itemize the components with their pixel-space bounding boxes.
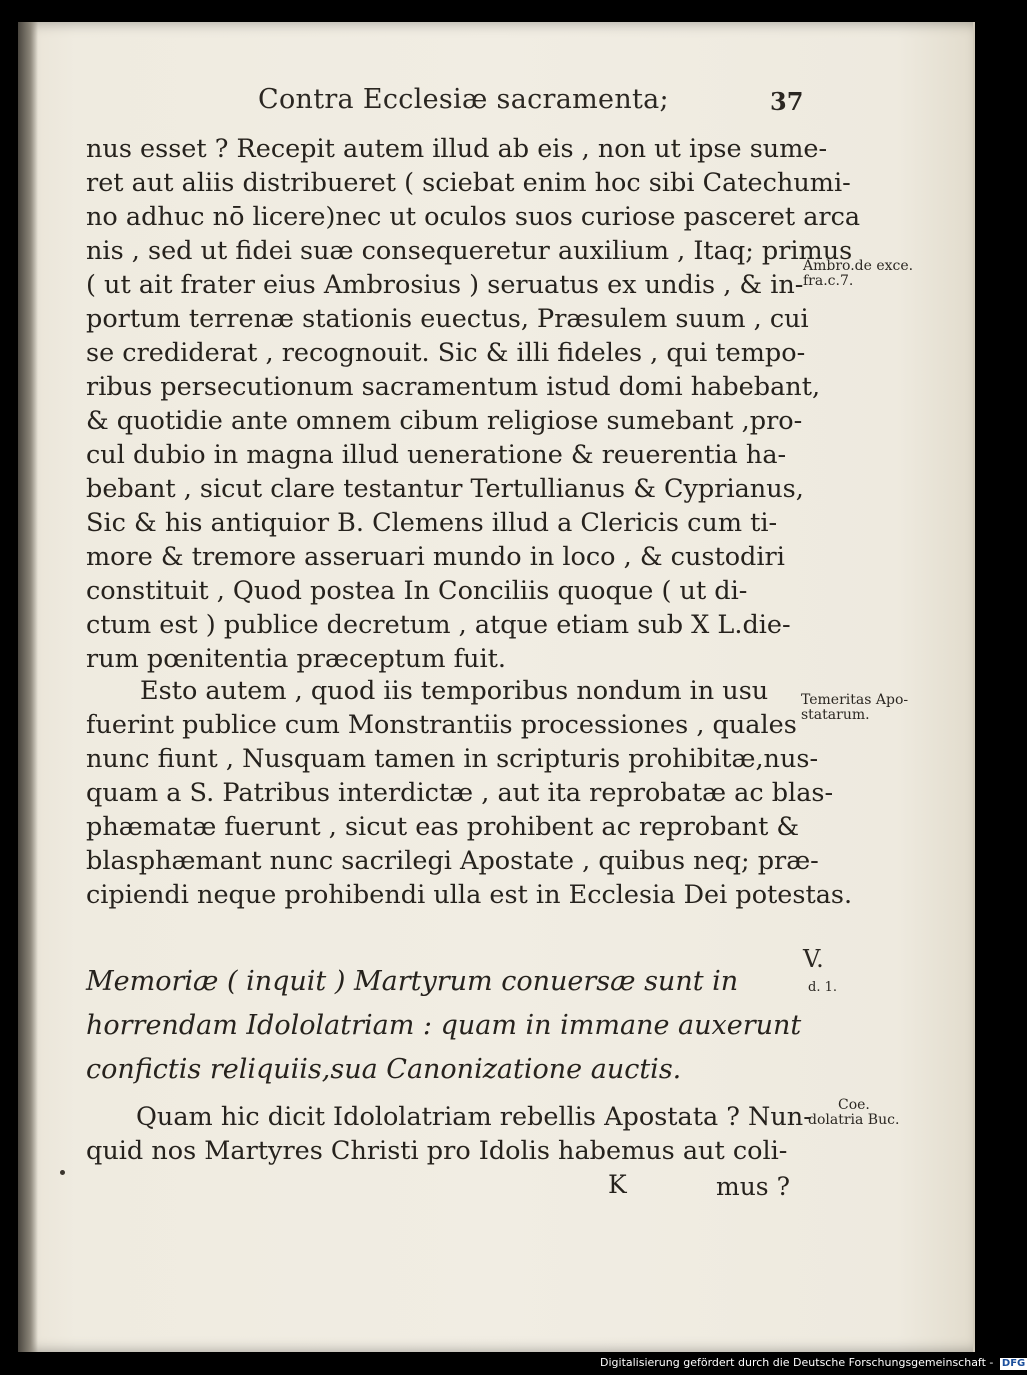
ink-dot bbox=[60, 1170, 65, 1175]
marginal-note-line: Ambro.de exce. bbox=[803, 258, 914, 274]
marginal-note-line: Coe. bbox=[838, 1097, 870, 1113]
text-line: more & tremore asseruari mundo in loco , & custodiri bbox=[86, 542, 785, 572]
text-line: rum pœnitentia præceptum fuit. bbox=[86, 644, 506, 674]
marginal-note-line: fra.c.7. bbox=[803, 273, 854, 289]
marginal-note-line: statarum. bbox=[801, 707, 870, 723]
quoted-passage bbox=[86, 960, 801, 1092]
marginal-note-ambrose bbox=[803, 259, 913, 289]
text-line: constituit , Quod postea In Conciliis quoque ( ut di- bbox=[86, 576, 748, 606]
text-line: ret aut aliis distribueret ( sciebat enim hoc sibi Catechumi- bbox=[86, 168, 851, 198]
text-line: nus esset ? Recepit autem illud ab eis , non ut ipse sume- bbox=[86, 134, 828, 164]
text-line: Esto autem , quod iis temporibus nondum in usu bbox=[140, 676, 769, 706]
text-line: cipiendi neque prohibendi ulla est in Ecclesia Dei potestas. bbox=[86, 880, 853, 910]
dfg-logo-icon: DFG bbox=[1001, 1358, 1026, 1369]
text-line: Sic & his antiquior B. Clemens illud a Clericis cum ti- bbox=[86, 508, 778, 538]
text-line: blasphæmant nunc sacrilegi Apostate , quibus neq; præ- bbox=[86, 846, 819, 876]
text-line: confictis reliquiis,sua Canonizatione auctis. bbox=[86, 1054, 682, 1085]
marginal-note-temeritas bbox=[801, 693, 908, 723]
marginal-note-idolatria bbox=[808, 1098, 899, 1128]
book-page bbox=[18, 22, 975, 1352]
text-line: fuerint publice cum Monstrantiis processiones , quales bbox=[86, 710, 797, 740]
book-spine-shadow bbox=[18, 22, 38, 1352]
text-line: Quam hic dicit Idololatriam rebellis Apostata ? Nun- bbox=[136, 1102, 812, 1132]
page-number: 37 bbox=[770, 87, 804, 116]
text-line: cul dubio in magna illud ueneratione & reuerentia ha- bbox=[86, 440, 787, 470]
text-line: nis , sed ut fidei suæ consequeretur auxilium , Itaq; primus bbox=[86, 236, 853, 266]
text-line: Memoriæ ( inquit ) Martyrum conuersæ sunt in bbox=[86, 966, 739, 997]
text-line: ctum est ) publice decretum , atque etiam sub X L.die- bbox=[86, 610, 791, 640]
catchword: mus ? bbox=[716, 1172, 790, 1201]
text-line: quam a S. Patribus interdictæ , aut ita reprobatæ ac blas- bbox=[86, 778, 834, 808]
text-line: phæmatæ fuerunt , sicut eas prohibent ac reprobant & bbox=[86, 812, 800, 842]
text-line: ribus persecutionum sacramentum istud domi habebant, bbox=[86, 372, 821, 402]
text-line: bebant , sicut clare testantur Tertullianus & Cyprianus, bbox=[86, 474, 804, 504]
text-line: & quotidie ante omnem cibum religiose sumebant ,pro- bbox=[86, 406, 803, 436]
paragraph-3 bbox=[86, 1100, 812, 1168]
running-title: Contra Ecclesiæ sacramenta; bbox=[258, 84, 669, 115]
text-line: nunc fiunt , Nusquam tamen in scripturis prohibitæ,nus- bbox=[86, 744, 819, 774]
text-line: portum terrenæ stationis euectus, Præsulem suum , cui bbox=[86, 304, 809, 334]
text-line: ( ut ait frater eius Ambrosius ) seruatus ex undis , & in- bbox=[86, 270, 804, 300]
digitization-credit bbox=[600, 1356, 1027, 1370]
text-line: horrendam Idololatriam : quam in immane auxerunt bbox=[86, 1010, 802, 1041]
text-line: quid nos Martyres Christi pro Idolis habemus aut coli- bbox=[86, 1136, 788, 1166]
marginal-note-line: dolatria Buc. bbox=[808, 1112, 900, 1128]
text-line: no adhuc nō licere)nec ut oculos suos curiose pasceret arca bbox=[86, 202, 861, 232]
marginal-note-line: Temeritas Apo- bbox=[801, 692, 909, 708]
text-line: se crediderat , recognouit. Sic & illi fideles , qui tempo- bbox=[86, 338, 806, 368]
marginal-note-d1: d. 1. bbox=[808, 980, 837, 995]
credit-text: Digitalisierung gefördert durch die Deutsche Forschungsgemeinschaft - bbox=[600, 1356, 994, 1369]
marginal-note-v: V. bbox=[803, 945, 824, 973]
signature-mark: K bbox=[608, 1170, 627, 1199]
